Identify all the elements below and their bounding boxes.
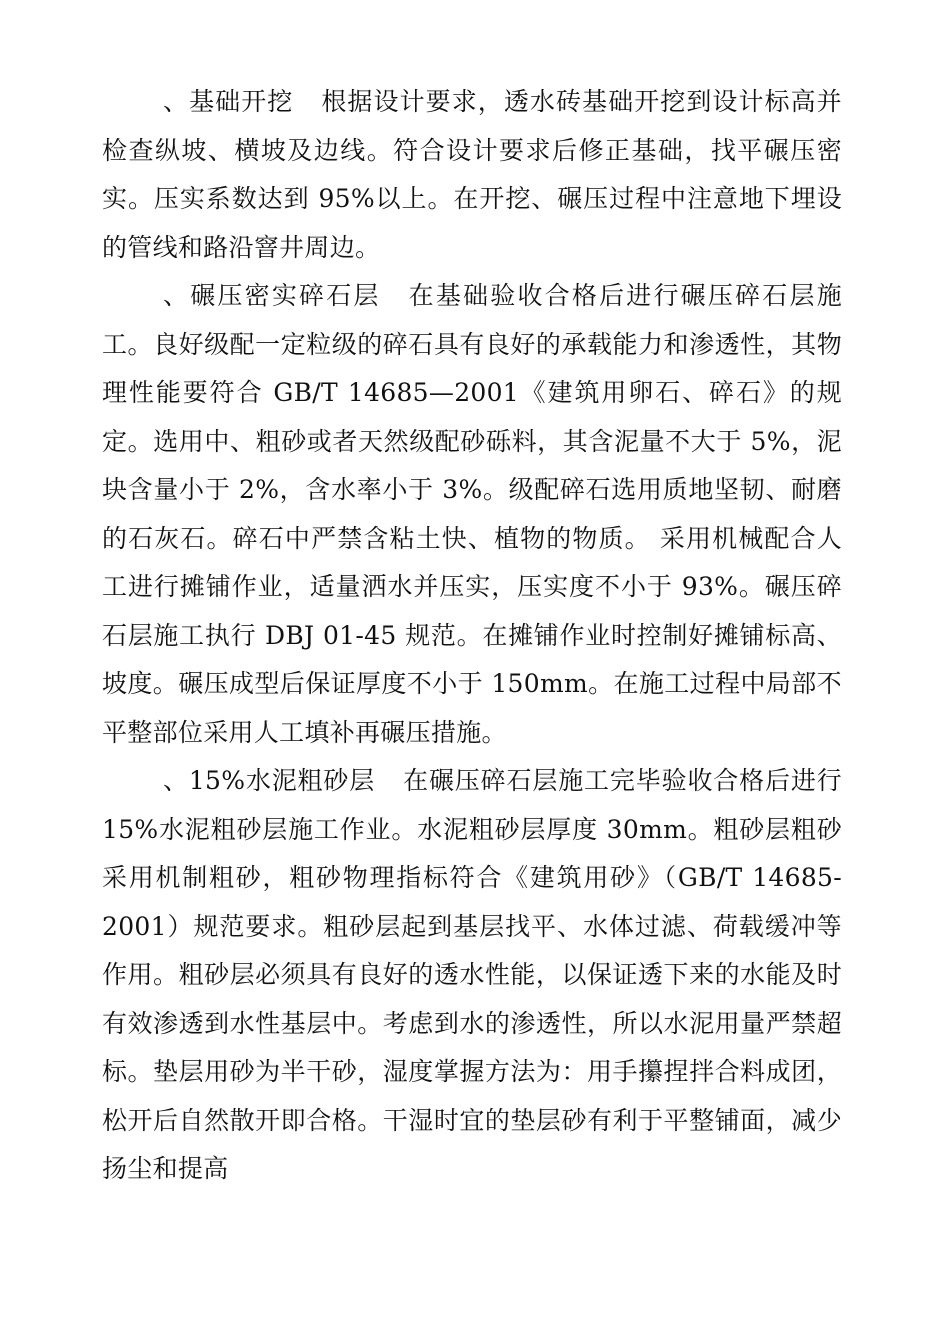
- text-cement-sand-layer: 在碾压碎石层施工完毕验收合格后进行 15%水泥粗砂层施工作业。水泥粗砂层厚度 30mm。粗砂层粗砂采用机制粗砂，粗砂物理指标符合《建筑用砂》（GB/T 14685-2001）规范要求。粗砂层起到基层找平、水体过滤、荷载缓冲等作用。粗砂层必须具有良好的透水性能，以保证透下来的水能及时有效渗透到水性基层中。考虑到水的渗透性，所以水泥用量严禁超标。垫层用砂为半干砂，湿度掌握方法为：用手攥捏拌合料成团，松开后自然散开即合格。干湿时宜的垫层砂有利于平整铺面，减少扬尘和提高: [102, 766, 842, 1183]
- paragraph-foundation-excavation: [102, 78, 842, 272]
- heading-gravel-layer: 、碾压密实碎石层: [163, 281, 381, 310]
- paragraph-gravel-layer: [102, 272, 842, 757]
- document-body: [102, 78, 842, 1194]
- heading-foundation-excavation: 、基础开挖: [163, 87, 294, 116]
- paragraph-cement-sand-layer: [102, 757, 842, 1194]
- text-gravel-layer: 在基础验收合格后进行碾压碎石层施工。良好级配一定粒级的碎石具有良好的承载能力和渗透性，其物理性能要符合 GB/T 14685—2001《建筑用卵石、碎石》的规定。选用中、粗砂或者天然级配砂砾料，其含泥量不大于 5%，泥块含量小于 2%，含水率小于 3%。级配碎石选用质地坚韧、耐磨的石灰石。碎石中严禁含粘土快、植物的物质。 采用机械配合人工进行摊铺作业，适量洒水并压实，压实度不小于 93%。碾压碎石层施工执行 DBJ 01-45 规范。在摊铺作业时控制好摊铺标高、坡度。碾压成型后保证厚度不小于 150mm。在施工过程中局部不平整部位采用人工填补再碾压措施。: [102, 281, 842, 747]
- heading-cement-sand-layer: 、15%水泥粗砂层: [163, 766, 376, 795]
- text-foundation-excavation: 根据设计要求，透水砖基础开挖到设计标高并检查纵坡、横坡及边线。符合设计要求后修正基础，找平碾压密实。压实系数达到 95%以上。在开挖、碾压过程中注意地下埋设的管线和路沿窨井周边。: [102, 87, 842, 262]
